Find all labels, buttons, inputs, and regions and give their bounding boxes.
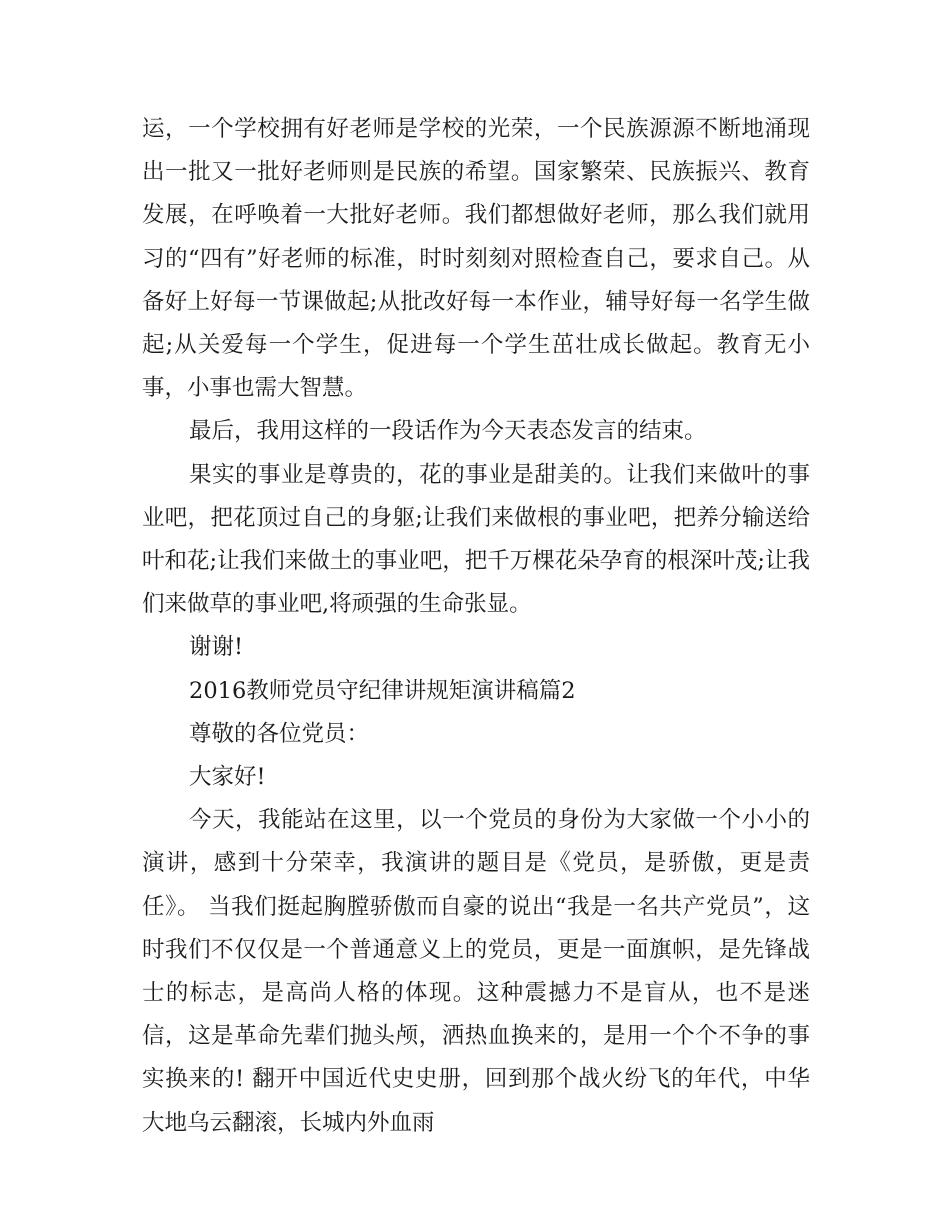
document-page — [142, 108, 810, 1145]
salutation: 尊敬的各位党员： — [189, 720, 370, 747]
paragraph-thanks: 谢谢! — [189, 634, 244, 661]
paragraph-metaphor: 果实的事业是尊贵的，花的事业是甜美的。让我们来做叶的事业吧，把花顶过自己的身躯;让我们来做根的事业吧，把养分输送给叶和花;让我们来做土的事业吧，把千万棵花朵孕育的根深叶茂;让我们来做草的事业吧,将顽强的生命张显。 — [142, 461, 810, 618]
greeting: 大家好! — [189, 764, 266, 791]
paragraph-speech-body: 今天，我能站在这里，以一个党员的身份为大家做一个小小的演讲，感到十分荣幸，我演讲的题目是《党员，是骄傲，更是责任》。 当我们挺起胸膛骄傲而自豪的说出“我是一名共产党员”，这时我们不仅仅是一个普通意义上的党员，更是一面旗帜，是先锋战士的标志，是高尚人格的体现。这种震撼力不是盲从，也不是迷信，这是革命先辈们抛头颅，洒热血换来的，是用一个个不争的事实换来的! 翻开中国近代史史册，回到那个战火纷飞的年代，中华大地乌云翻滚，长城内外血雨 — [142, 807, 810, 1136]
section-heading: 2016教师党员守纪律讲规矩演讲稿篇2 — [189, 677, 576, 704]
paragraph-continuation: 运，一个学校拥有好老师是学校的光荣，一个民族源源不断地涌现出一批又一批好老师则是民族的希望。国家繁荣、民族振兴、教育发展，在呼唤着一大批好老师。我们都想做好老师，那么我们就用习的“四有”好老师的标准，时时刻刻对照检查自己，要求自己。从备好上好每一节课做起;从批改好每一本作业，辅导好每一名学生做起;从关爱每一个学生，促进每一个学生茁壮成长做起。教育无小事，小事也需大智慧。 — [142, 116, 810, 402]
paragraph-closing-intro: 最后，我用这样的一段话作为今天表态发言的结束。 — [189, 418, 707, 445]
